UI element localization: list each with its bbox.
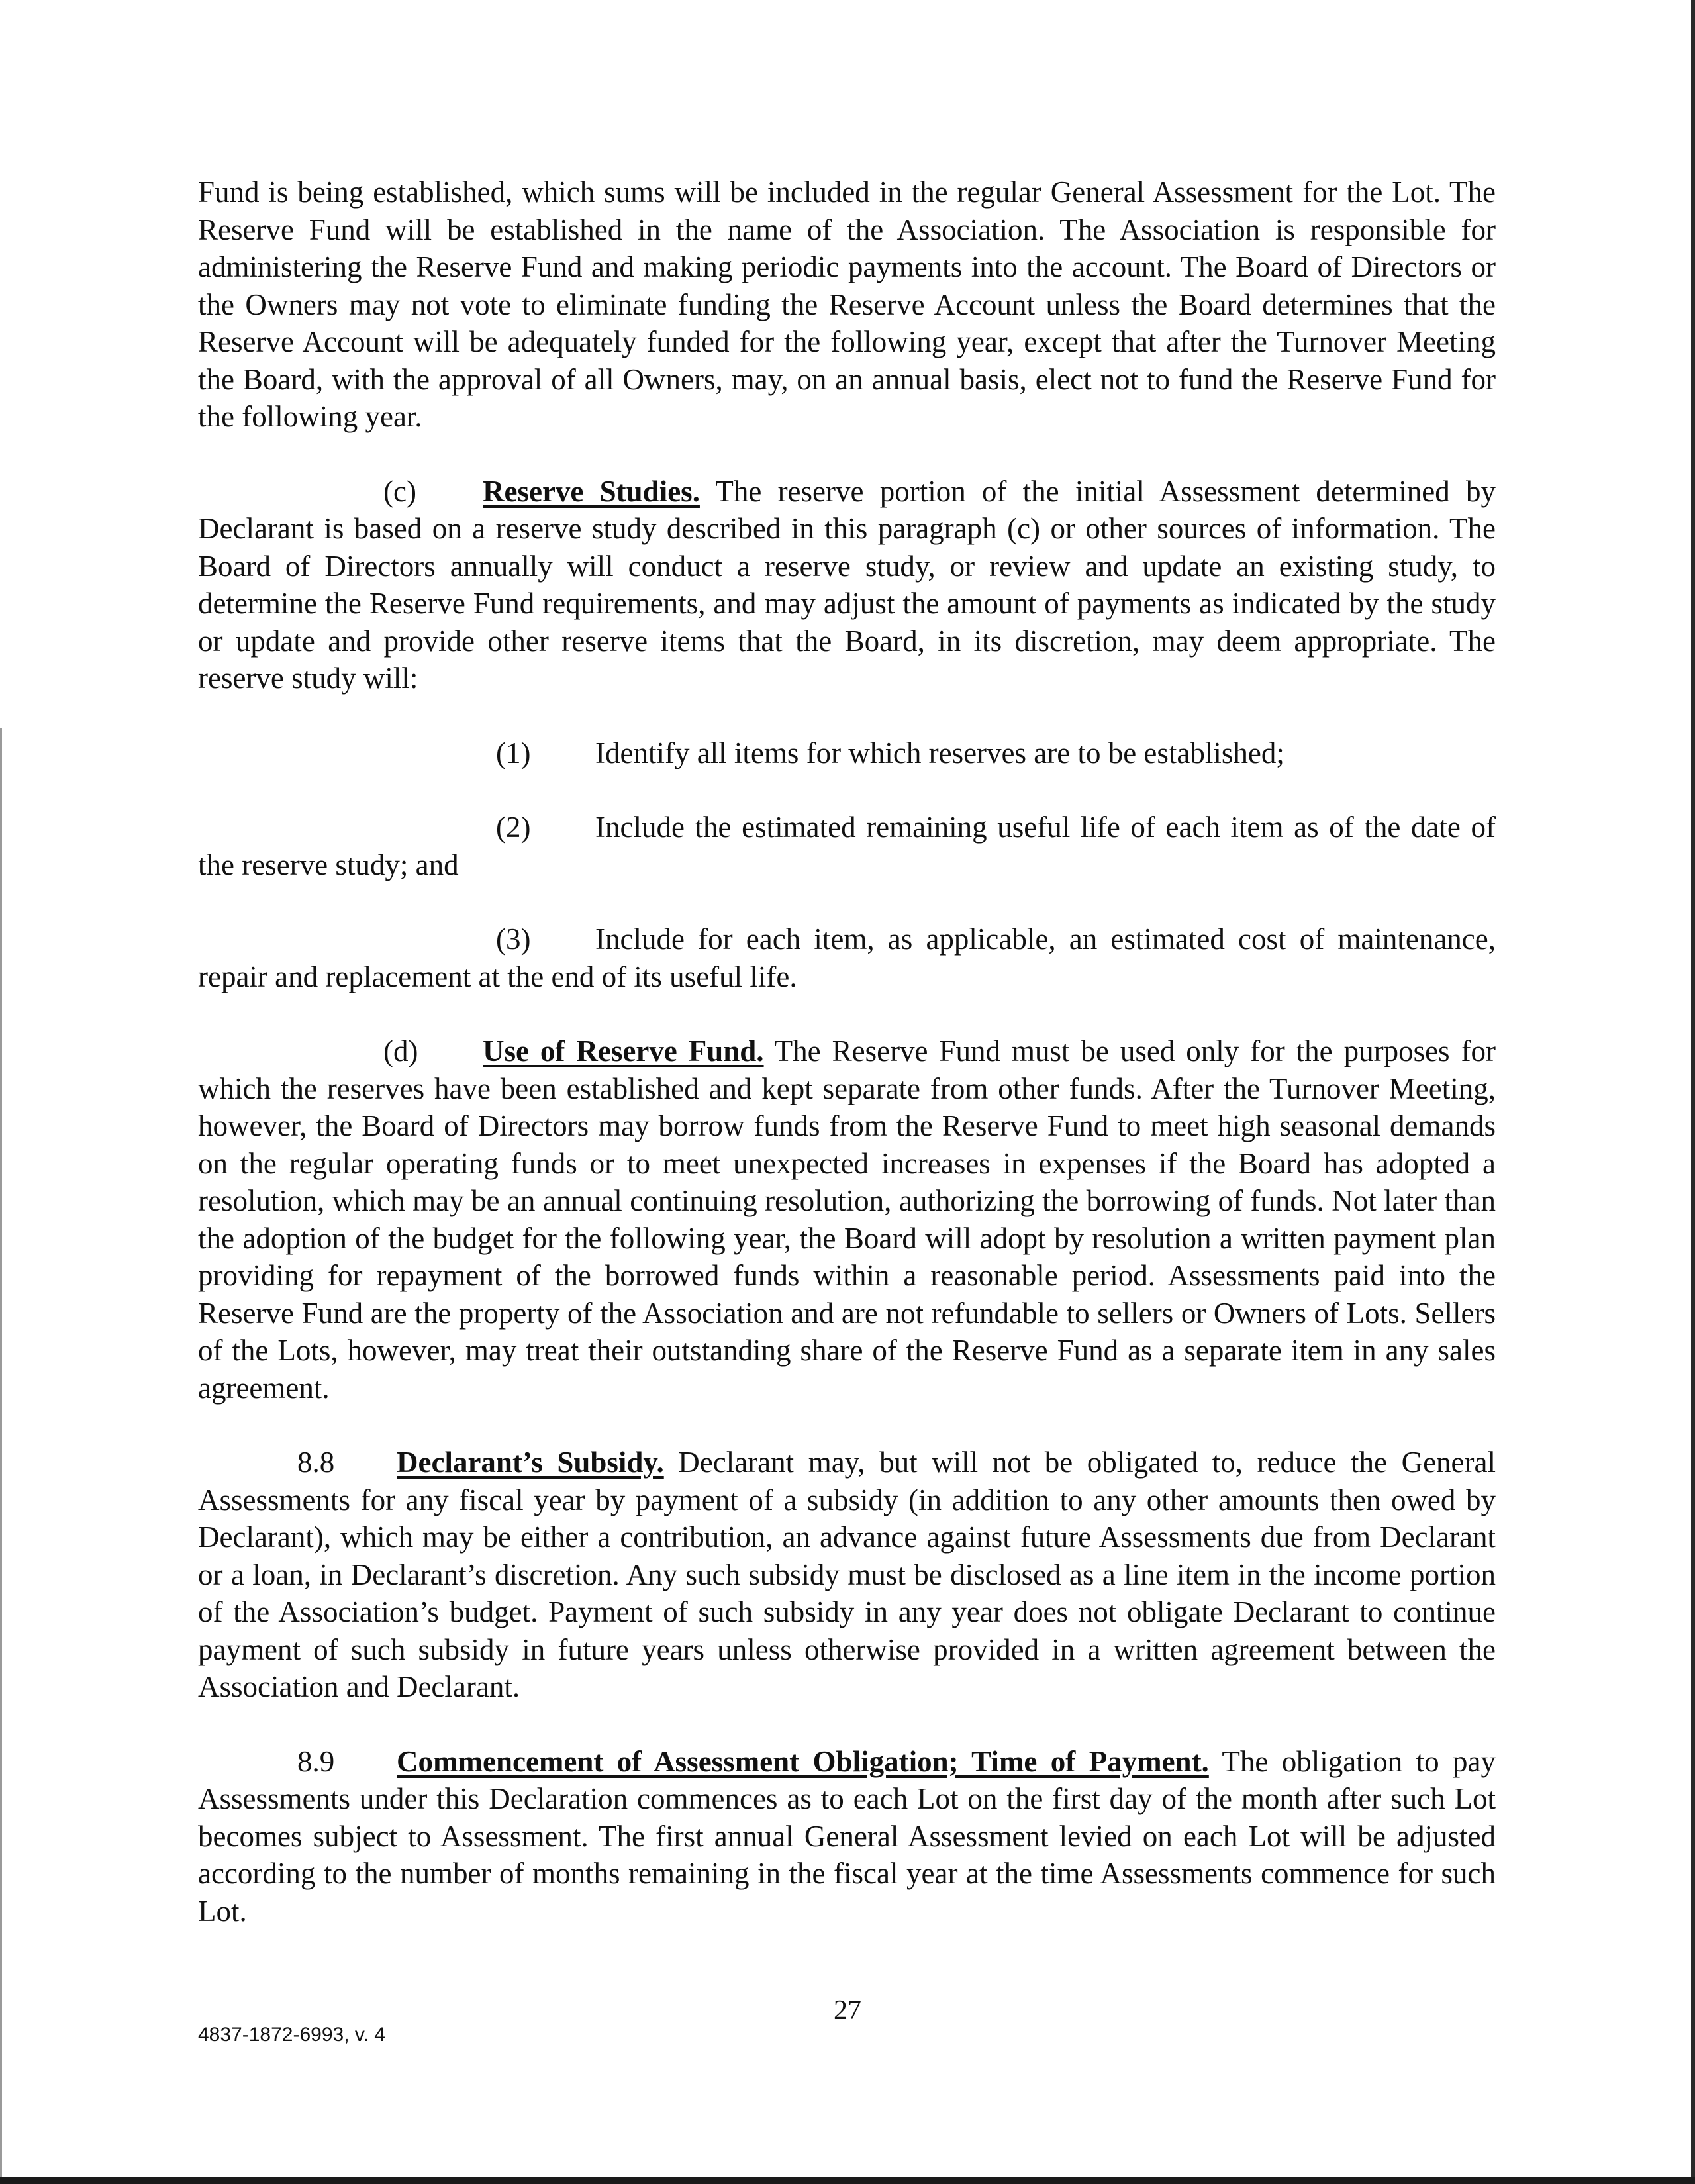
paragraph-d-use-of-reserve-fund (198, 1032, 1496, 1407)
list-item-3-label: (3) (496, 922, 531, 956)
intro-paragraph (198, 174, 1496, 436)
list-item-3 (198, 920, 1496, 995)
intro-text: Fund is being established, which sums will be included in the regular General Assessment for the Lot. The Reserve Fund will be established in the name of the Association. The Association is responsible for administering the Reserve Fund and making periodic payments into the account. The Board of Directors or the Owners may not vote to eliminate funding the Reserve Account unless the Board determines that the Reserve Account will be adequately funded for the following year, except that after the Turnover Meeting the Board, with the approval of all Owners, may, on an annual basis, elect not to fund the Reserve Fund for the following year. (198, 175, 1496, 433)
section-8-9-heading: Commencement of Assessment Obligation; Time of Payment. (397, 1744, 1209, 1778)
list-item-1-label: (1) (496, 736, 531, 769)
scan-edge-left (0, 728, 2, 2184)
list-item-2-label: (2) (496, 811, 531, 844)
paragraph-d-label: (d) (383, 1034, 418, 1067)
scan-edge-bottom (0, 2177, 1695, 2184)
document-body (198, 174, 1496, 1967)
paragraph-d-body: The Reserve Fund must be used only for the purposes for which the reserves have been established and kept separate from other funds. After the Turnover Meeting, however, the Board of Directors may borrow funds from the Reserve Fund to meet high seasonal demands on the regular operating funds or to meet unexpected increases in expenses if the Board has adopted a resolution, which may be an annual continuing resolution, authorizing the borrowing of funds. Not later than the adoption of the budget for the following year, the Board will adopt by resolution a written payment plan providing for repayment of the borrowed funds within a reasonable period. Assessments paid into the Reserve Fund are the property of the Association and are not refundable to sellers or Owners of Lots. Sellers of the Lots, however, may treat their outstanding share of the Reserve Fund as a separate item in any sales agreement. (198, 1034, 1496, 1405)
section-8-8-body: Declarant may, but will not be obligated to, reduce the General Assessments for any fiscal year by payment of a subsidy (in addition to any other amounts then owed by Declarant), which may be either a contribution, an advance against future Assessments due from Declarant or a loan, in Declarant’s discretion. Any such subsidy must be disclosed as a line item in the income portion of the Association’s budget. Payment of such subsidy in any year does not obligate Declarant to continue payment of such subsidy in future years unless otherwise provided in a written agreement between the Association and Declarant. (198, 1446, 1496, 1703)
list-item-2-body: Include the estimated remaining useful life of each item as of the date of the reserve study; and (198, 811, 1496, 881)
section-8-9-commencement (198, 1743, 1496, 1930)
section-8-9-number: 8.9 (297, 1744, 335, 1778)
document-id: 4837-1872-6993, v. 4 (198, 2024, 385, 2046)
section-8-8-number: 8.8 (297, 1446, 335, 1479)
list-item-3-body: Include for each item, as applicable, an estimated cost of maintenance, repair and replacement at the end of its useful life. (198, 922, 1496, 993)
scan-edge-right (1691, 0, 1695, 2184)
paragraph-d-heading: Use of Reserve Fund. (483, 1034, 764, 1067)
section-8-9-body: The obligation to pay Assessments under this Declaration commences as to each Lot on the first day of the month after such Lot becomes subject to Assessment. The first annual General Assessment levied on each Lot will be adjusted according to the number of months remaining in the fiscal year at the time Assessments commence for such Lot. (198, 1744, 1496, 1928)
list-item-1 (198, 734, 1496, 772)
section-8-8-heading: Declarant’s Subsidy. (397, 1446, 664, 1479)
paragraph-c-body: The reserve portion of the initial Assessment determined by Declarant is based on a reserve study described in this paragraph (c) or other sources of information. The Board of Directors annually will conduct a reserve study, or review and update an existing study, to determine the Reserve Fund requirements, and may adjust the amount of payments as indicated by the study or update and provide other reserve items that the Board, in its discretion, may deem appropriate. The reserve study will: (198, 474, 1496, 695)
paragraph-c-reserve-studies (198, 473, 1496, 697)
list-item-1-body: Identify all items for which reserves are to be established; (595, 736, 1284, 769)
paragraph-c-heading: Reserve Studies. (483, 474, 700, 508)
section-8-8-declarants-subsidy (198, 1444, 1496, 1706)
page-number: 27 (834, 1995, 861, 2026)
list-item-2 (198, 809, 1496, 883)
paragraph-c-label: (c) (383, 474, 416, 508)
